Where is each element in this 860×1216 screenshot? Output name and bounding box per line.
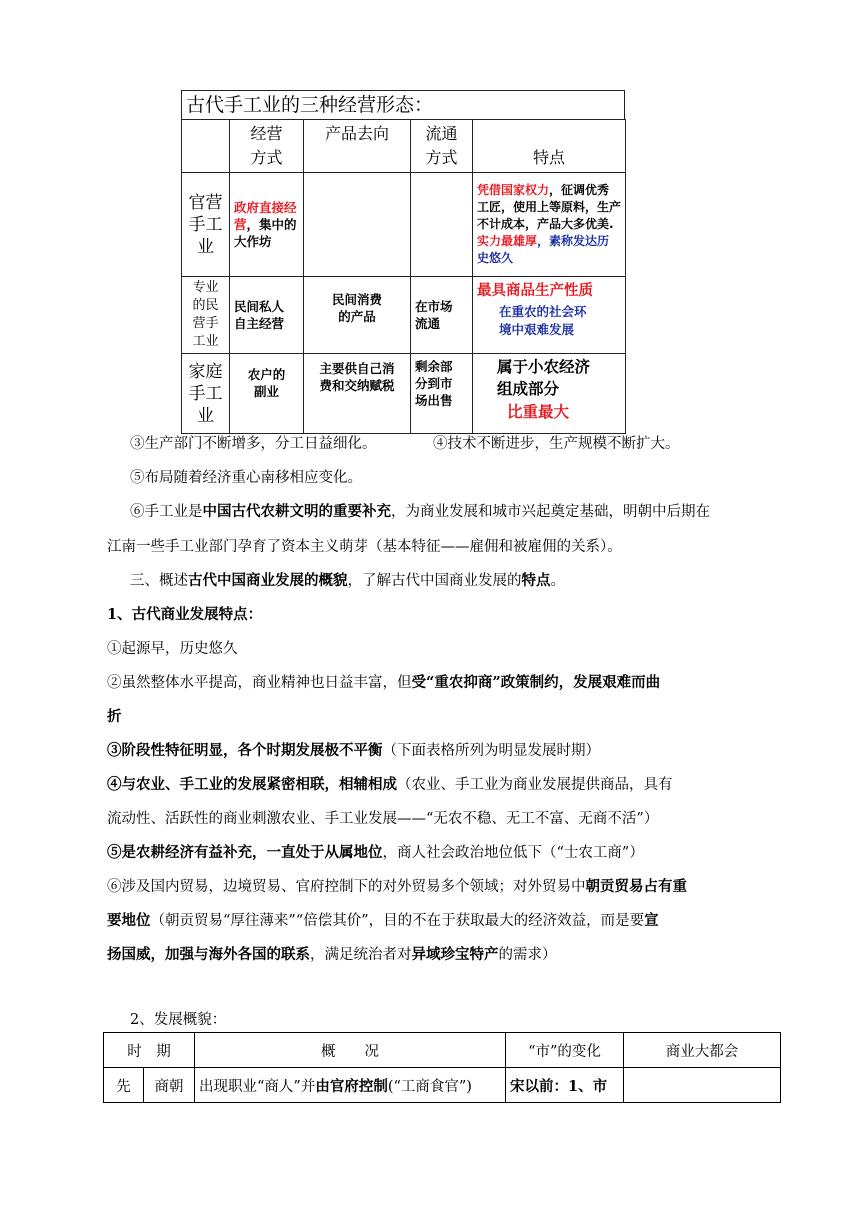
header-period: 时 期 (104, 1033, 195, 1068)
text: 的需求） (498, 947, 557, 963)
point-3: ③生产部门不断增多，分工日益细化。 (130, 436, 377, 452)
text: 异域珍宝特产 (411, 946, 499, 963)
official-product (304, 173, 411, 277)
handicraft-table-title: 古代手工业的三种经营形态： (181, 90, 625, 120)
text: （下面表格所列为明显发展时期） (382, 743, 600, 759)
trait-2-line2: 折 (107, 708, 122, 725)
household-mode: 农户的 副业 (230, 354, 304, 434)
trait-6-line2 (107, 909, 659, 930)
header-feature: 特点 (473, 120, 626, 173)
household-product: 主要供自己消 费和交纳赋税 (304, 354, 411, 434)
header-overview: 概 况 (195, 1033, 506, 1068)
cell-metropolis (624, 1068, 781, 1103)
header-market-change: “市”的变化 (506, 1033, 624, 1068)
text: ⑥手工业是 (130, 504, 203, 520)
text: 要地位 (107, 912, 151, 929)
text: 特点 (521, 572, 551, 589)
point-5: ⑤布局随着经济重心南移相应变化。 (130, 470, 362, 486)
text: ③阶段性特征明显，各个时期发展极不平衡 (107, 742, 383, 759)
official-feature (473, 173, 626, 277)
point-6-line1 (130, 500, 710, 521)
private-circulation: 在市场 流通 (411, 277, 473, 354)
household-feature-black: 属于小农经济 组成部分 (497, 358, 591, 398)
point-4: ④技术不断进步，生产规模不断扩大。 (433, 436, 680, 452)
cell-market-change: 宋以前：1、市 (506, 1068, 624, 1103)
cell-shang: 商朝 (144, 1068, 195, 1103)
text: ，满足统治者对 (310, 947, 412, 963)
text: ④与农业、手工业的发展紧密相联，相辅相成 (107, 776, 397, 793)
text: 古代中国商业发展的概貌 (188, 572, 348, 589)
text: 三、概述 (130, 573, 188, 589)
commerce-development-table (103, 1032, 781, 1103)
handicraft-forms-table (181, 119, 626, 434)
trait-1: ①起源早，历史悠久 (107, 641, 238, 657)
text: ，了解古代中国商业发展的 (347, 573, 522, 589)
text: ⑤是农耕经济有益补充，一直处于从属地位 (107, 844, 383, 861)
text: （农业、手工业为商业发展提供商品，具有 (397, 777, 673, 793)
header-product: 产品去向 (304, 120, 411, 173)
row-label-household: 家庭 手工 业 (182, 354, 230, 434)
trait-6-line1 (107, 875, 687, 896)
text: 受“重农抑商”政策制约，发展艰难而曲 (411, 674, 661, 691)
trait-5 (107, 841, 644, 862)
text: 扬国威，加强与海外各国的联系 (107, 946, 310, 963)
text: 。 (550, 573, 565, 589)
text: （朝贡贸易“厚往薄来”“倍偿其价”，目的不在于获取最大的经济效益，而是要 (150, 913, 645, 929)
subheading-1: 1、古代商业发展特点： (107, 606, 263, 623)
point-6-line2: 江南一些手工业部门孕育了资本主义萌芽（基本特征——雇佣和被雇佣的关系）。 (107, 539, 622, 555)
header-empty (182, 120, 230, 173)
text: (“工商食官”) (387, 1078, 472, 1095)
text: ，为商业发展和城市兴起奠定基础，明朝中后期在 (391, 504, 710, 520)
cell-overview (195, 1068, 506, 1103)
text: ⑥涉及国内贸易，边境贸易、官府控制下的对外贸易多个领域；对外贸易中 (107, 879, 586, 895)
trait-2-line1 (107, 671, 660, 692)
text: ②虽然整体水平提高，商业精神也日益丰富，但 (107, 675, 412, 691)
official-feature-red2: 实力最雄厚 (477, 234, 538, 248)
household-feature-red: 比重最大 (507, 403, 570, 421)
text: 宣 (644, 912, 659, 929)
text: 由官府控制 (315, 1077, 388, 1095)
private-feature-red: 最具商品生产性质 (477, 283, 593, 299)
private-product: 民间消费 的产品 (304, 277, 411, 354)
section-3-heading (130, 569, 565, 590)
trait-6-line3 (107, 943, 557, 964)
official-mode-rest: ，集中的大作坊 (234, 217, 297, 249)
text: 朝贡贸易占有重 (585, 878, 687, 895)
cell-pre: 先 (104, 1068, 144, 1103)
trait-4-line2: 流动性、活跃性的商业刺激农业、手工业发展——“无农不稳、无工不富、无商不活”） (107, 811, 659, 827)
trait-3 (107, 739, 600, 760)
text: 中国古代农耕文明的重要补充 (202, 503, 391, 520)
private-feature (473, 277, 626, 354)
header-mode: 经营 方式 (230, 120, 304, 173)
official-mode-red: 政府直接经营 (234, 200, 297, 232)
private-mode: 民间私人 自主经营 (230, 277, 304, 354)
header-circulation: 流通 方式 (411, 120, 473, 173)
official-feature-black: ，征调优秀工匠，使用上等原料，生产不计成本，产品大多优美. (477, 183, 622, 231)
private-feature-blue: 在重农的社会环 境中艰难发展 (499, 304, 587, 337)
text: ，商人社会政治地位低下（“士农工商”） (382, 845, 644, 861)
row-label-official: 官营 手工 业 (182, 173, 230, 277)
official-feature-blue: ，素称发达历史悠久 (477, 234, 610, 265)
text: 出现职业“商人”并 (199, 1078, 316, 1095)
official-mode (230, 173, 304, 277)
official-feature-red1: 凭借国家权力 (477, 183, 550, 197)
household-circulation: 剩余部 分到市 场出售 (411, 354, 473, 434)
subheading-2: 2、发展概貌： (130, 1012, 227, 1028)
official-circulation (411, 173, 473, 277)
trait-4-line1 (107, 773, 673, 794)
header-metropolis: 商业大都会 (624, 1033, 781, 1068)
row-label-private: 专业 的民 营手 工业 (182, 277, 230, 354)
household-feature (473, 354, 626, 434)
